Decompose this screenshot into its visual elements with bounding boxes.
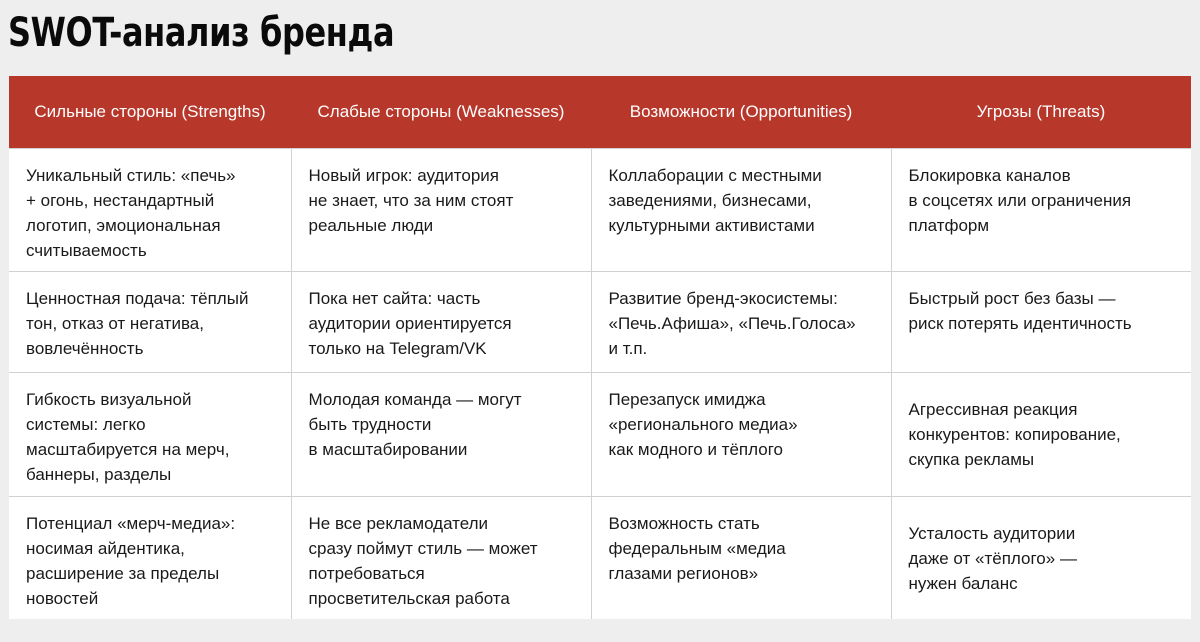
cell-threat: Быстрый рост без базы — риск потерять идентичность <box>891 272 1191 373</box>
cell-strength: Ценностная подача: тёплый тон, отказ от негатива, вовлечённость <box>9 272 291 373</box>
header-weaknesses: Слабые стороны (Weaknesses) <box>291 76 591 149</box>
cell-strength: Уникальный стиль: «печь» + огонь, нестандартный логотип, эмоциональная считываемость <box>9 149 291 272</box>
cell-opportunity: Развитие бренд-экосистемы: «Печь.Афиша», «Печь.Голоса» и т.п. <box>591 272 891 373</box>
cell-threat: Блокировка каналов в соцсетях или ограничения платформ <box>891 149 1191 272</box>
table-header <box>9 76 1191 149</box>
header-strengths: Сильные стороны (Strengths) <box>9 76 291 149</box>
cell-strength: Потенциал «мерч-медиа»: носимая айдентика, расширение за пределы новостей <box>9 497 291 620</box>
table-body <box>9 149 1191 620</box>
cell-opportunity: Перезапуск имиджа «регионального медиа» как модного и тёплого <box>591 373 891 497</box>
cell-opportunity: Возможность стать федеральным «медиа глазами регионов» <box>591 497 891 620</box>
cell-strength: Гибкость визуальной системы: легко масштабируется на мерч, баннеры, разделы <box>9 373 291 497</box>
header-row <box>9 76 1191 149</box>
cell-weakness: Пока нет сайта: часть аудитории ориентируется только на Telegram/VK <box>291 272 591 373</box>
table-row <box>9 497 1191 620</box>
header-opportunities: Возможности (Opportunities) <box>591 76 891 149</box>
cell-threat: Усталость аудитории даже от «тёплого» — нужен баланс <box>891 497 1191 620</box>
table-row <box>9 272 1191 373</box>
cell-threat: Агрессивная реакция конкурентов: копирование, скупка рекламы <box>891 373 1191 497</box>
cell-weakness: Молодая команда — могут быть трудности в масштабировании <box>291 373 591 497</box>
cell-weakness: Не все рекламодатели сразу поймут стиль — может потребоваться просветительская работа <box>291 497 591 620</box>
cell-opportunity: Коллаборации с местными заведениями, бизнесами, культурными активистами <box>591 149 891 272</box>
table-row <box>9 373 1191 497</box>
cell-weakness: Новый игрок: аудитория не знает, что за ним стоят реальные люди <box>291 149 591 272</box>
swot-table <box>9 76 1191 619</box>
header-threats: Угрозы (Threats) <box>891 76 1191 149</box>
table-row <box>9 149 1191 272</box>
page-title: SWOT-анализ бренда <box>8 10 395 56</box>
